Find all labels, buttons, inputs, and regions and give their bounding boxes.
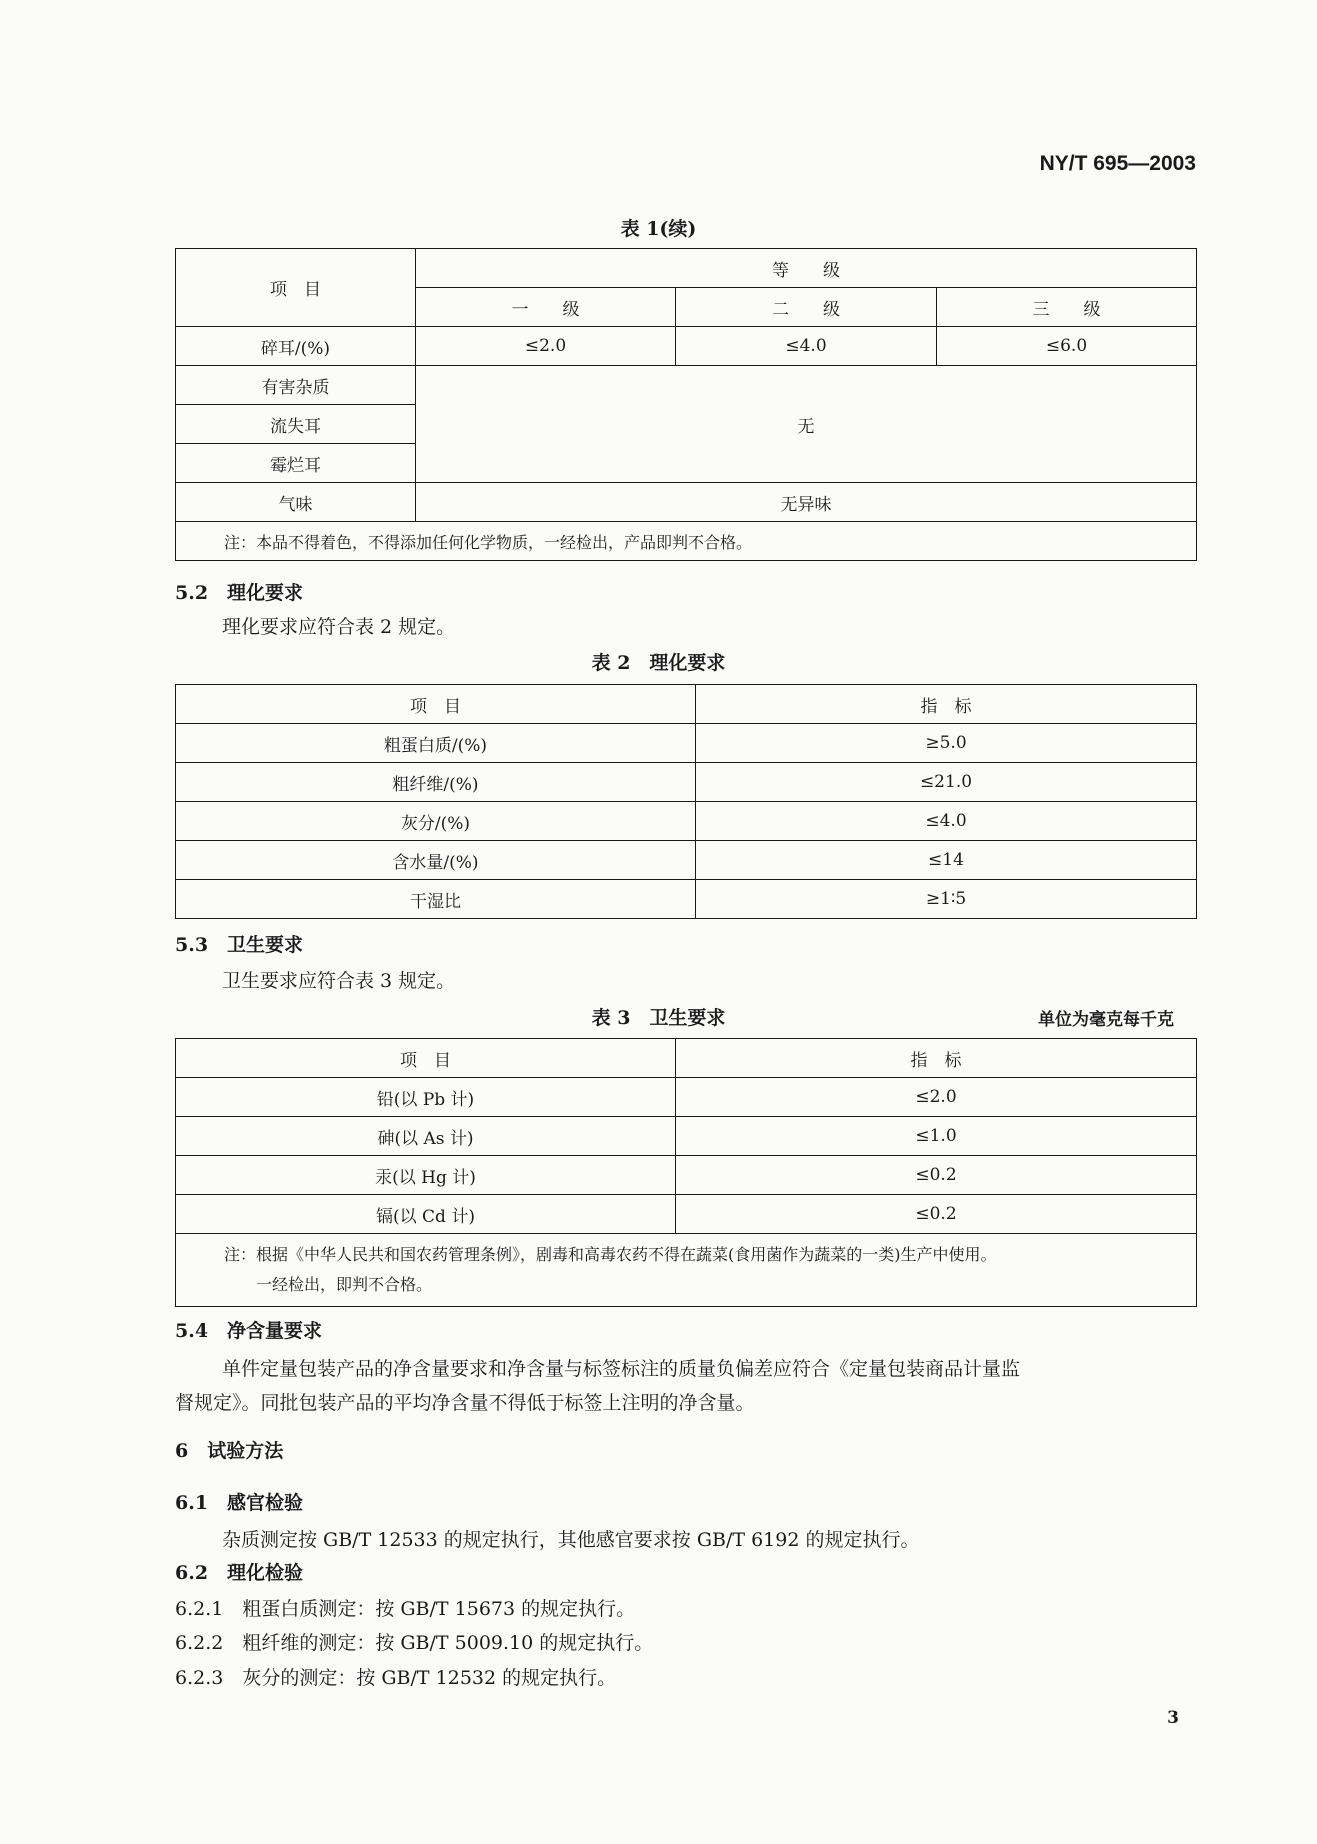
table1-caption: 表 1(续)	[620, 218, 697, 240]
table2-col-value: 指 标	[696, 685, 1197, 724]
table2-value: ≥5.0	[696, 724, 1197, 763]
table1-row-label: 霉烂耳	[176, 444, 416, 483]
table1-broken-label: 碎耳/(%)	[176, 327, 416, 366]
table2-value: ≥1∶5	[696, 880, 1197, 919]
page-number: 3	[1167, 1708, 1179, 1728]
table3-value: ≤2.0	[676, 1078, 1197, 1117]
table3-item: 镉(以 Cd 计)	[176, 1195, 676, 1234]
table2-value: ≤21.0	[696, 763, 1197, 802]
table1-col-grade: 等 级	[416, 249, 1197, 288]
table1-odor-label: 气味	[176, 483, 416, 522]
section-5-2-heading: 5.2 理化要求	[175, 582, 304, 604]
table2	[175, 684, 1197, 919]
section-6-1-heading: 6.1 感官检验	[175, 1492, 304, 1514]
table2-value: ≤4.0	[696, 802, 1197, 841]
table1-note: 注：本品不得着色，不得添加任何化学物质，一经检出，产品即判不合格。	[176, 522, 1197, 561]
table3-value: ≤0.2	[676, 1156, 1197, 1195]
table3	[175, 1038, 1197, 1307]
section-6-1-text: 杂质测定按 GB/T 12533 的规定执行，其他感官要求按 GB/T 6192 的规定执行。	[222, 1529, 920, 1551]
section-5-4-line1: 单件定量包装产品的净含量要求和净含量与标签标注的质量负偏差应符合《定量包装商品计量监	[222, 1358, 1021, 1380]
table1-grade: 一 级	[416, 288, 676, 327]
table1	[175, 248, 1197, 561]
table1-none-value: 无	[416, 366, 1197, 483]
table3-item: 铅(以 Pb 计)	[176, 1078, 676, 1117]
table3-note-line1: 注：根据《中华人民共和国农药管理条例》，剧毒和高毒农药不得在蔬菜(食用菌作为蔬菜的一类)生产中使用。	[224, 1245, 997, 1264]
table3-value: ≤0.2	[676, 1195, 1197, 1234]
table2-item: 干湿比	[176, 880, 696, 919]
section-6-2-heading: 6.2 理化检验	[175, 1562, 304, 1584]
table3-col-value: 指 标	[676, 1039, 1197, 1078]
section-5-3-text: 卫生要求应符合表 3 规定。	[222, 970, 456, 992]
table3-item: 砷(以 As 计)	[176, 1117, 676, 1156]
section-6-2-item: 6.2.2 粗纤维的测定：按 GB/T 5009.10 的规定执行。	[175, 1632, 654, 1654]
table1-grade: 二 级	[676, 288, 937, 327]
table3-item: 汞(以 Hg 计)	[176, 1156, 676, 1195]
document-id: NY/T 695—2003	[1039, 152, 1196, 175]
section-6-2-item: 6.2.1 粗蛋白质测定：按 GB/T 15673 的规定执行。	[175, 1598, 636, 1620]
table1-grade: 三 级	[937, 288, 1197, 327]
section-6-2-item: 6.2.3 灰分的测定：按 GB/T 12532 的规定执行。	[175, 1667, 617, 1689]
table1-cell: ≤6.0	[937, 327, 1197, 366]
table1-col-item: 项 目	[176, 249, 416, 327]
table3-note	[176, 1234, 1197, 1307]
table3-value: ≤1.0	[676, 1117, 1197, 1156]
table1-row-label: 有害杂质	[176, 366, 416, 405]
table2-item: 粗纤维/(%)	[176, 763, 696, 802]
table3-unit: 单位为毫克每千克	[1038, 1010, 1174, 1030]
table2-item: 灰分/(%)	[176, 802, 696, 841]
table3-col-item: 项 目	[176, 1039, 676, 1078]
table1-cell: ≤2.0	[416, 327, 676, 366]
table3-caption: 表 3 卫生要求	[591, 1007, 726, 1029]
table3-note-line2: 一经检出，即判不合格。	[256, 1275, 433, 1294]
table2-item: 粗蛋白质/(%)	[176, 724, 696, 763]
table2-col-item: 项 目	[176, 685, 696, 724]
table1-odor-value: 无异味	[416, 483, 1197, 522]
table2-caption: 表 2 理化要求	[591, 652, 726, 674]
table1-cell: ≤4.0	[676, 327, 937, 366]
table2-item: 含水量/(%)	[176, 841, 696, 880]
table1-row-label: 流失耳	[176, 405, 416, 444]
section-5-2-text: 理化要求应符合表 2 规定。	[222, 616, 456, 638]
section-5-4-heading: 5.4 净含量要求	[175, 1320, 323, 1342]
section-6-heading: 6 试验方法	[175, 1440, 284, 1462]
section-5-3-heading: 5.3 卫生要求	[175, 934, 304, 956]
table2-value: ≤14	[696, 841, 1197, 880]
section-5-4-line2: 督规定》。同批包装产品的平均净含量不得低于标签上注明的净含量。	[175, 1392, 755, 1414]
